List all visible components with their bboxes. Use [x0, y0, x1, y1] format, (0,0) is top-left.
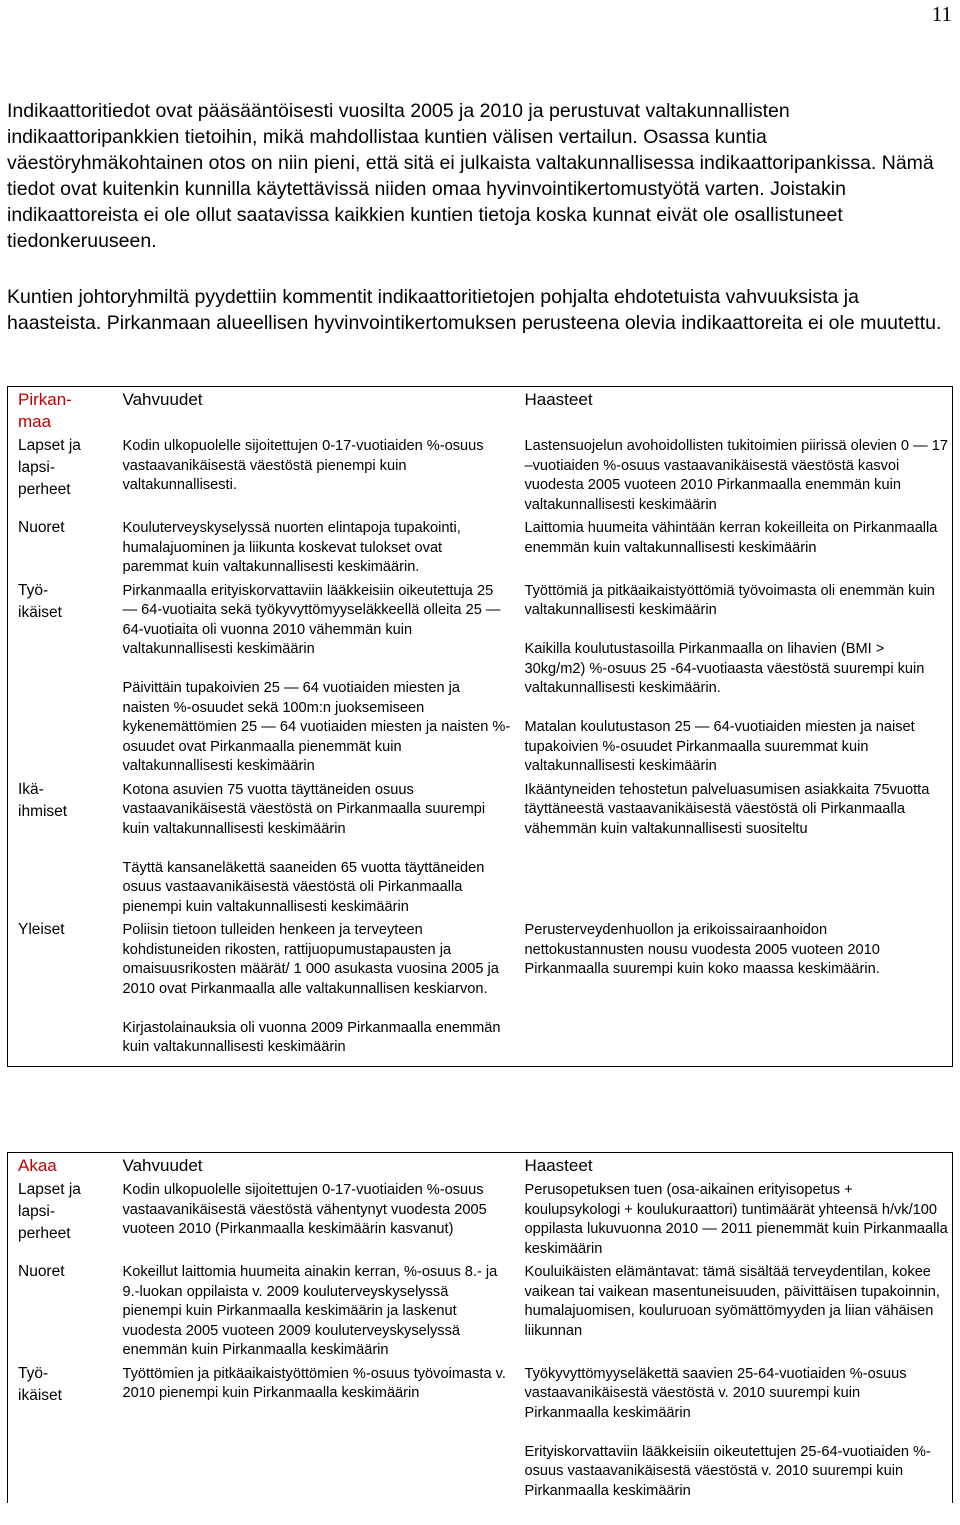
strength-text: Poliisin tietoon tulleiden henkeen ja terveyteen kohdistuneiden rikosten, rattijuopumustapausten ja omaisuusrikosten määrät/ 1 000 asukasta vuosina 2005 ja 2010 ovat Pirkanmaalla alle valtakunnallisen keskiarvon. — [122, 922, 499, 997]
challenges-cell — [515, 435, 953, 517]
strength-text: Kodin ulkopuolelle sijoitettujen 0-17-vuotiaiden %-osuus vastaavanikäisestä väestöstä pienempi kuin valtakunnallisesti. — [122, 438, 484, 493]
population-group: Lapset ja lapsi- perheet — [8, 435, 113, 517]
strength-text: Kokeillut laittomia huumeita ainakin kerran, %-osuus 8.- ja 9.-luokan oppilaista v. 2009 kouluterveyskyselyssä pienempi kuin Pirkanmaalla keskimäärin ja laskenut vuodesta 2005 vuoteen 2009 kouluterveyskyselyssä enemmän kuin Pirkanmaalla keskimäärin — [122, 1264, 498, 1358]
table-row — [8, 580, 953, 779]
challenges-cell — [515, 779, 953, 920]
region-name: Pirkan- maa — [8, 387, 113, 436]
strength-text: Kirjastolainauksia oli vuonna 2009 Pirkanmaalla enemmän kuin valtakunnallisesti keskimäärin — [122, 1019, 501, 1055]
population-group: Työ- ikäiset — [8, 580, 113, 779]
challenges-cell — [515, 1179, 953, 1261]
table-row — [8, 1363, 953, 1504]
table-header-row — [8, 1153, 953, 1180]
strengths-cell — [113, 517, 515, 580]
strengths-header: Vahvuudet — [122, 1156, 203, 1175]
table-row — [8, 779, 953, 920]
strengths-cell — [113, 779, 515, 920]
challenge-text: Työkyvyttömyyseläkettä saavien 25-64-vuotiaiden %-osuus vastaavanikäisestä väestöstä v. 2010 suurempi kuin Pirkanmaalla keskimäärin — [524, 1365, 907, 1421]
table-row — [8, 919, 953, 1066]
strength-text: Kouluterveyskyselyssä nuorten elintapoja tupakointi, humalajuominen ja liikunta koskevat tulokset ovat paremmat kuin valtakunnallisesti keskimäärin. — [122, 520, 461, 575]
region-name: Akaa — [8, 1153, 113, 1180]
challenges-header: Haasteet — [515, 1153, 953, 1180]
table-row — [8, 1179, 953, 1261]
page-number: 11 — [931, 2, 952, 26]
challenges-cell — [515, 517, 953, 580]
strengths-cell — [113, 580, 515, 779]
challenges-cell — [515, 919, 953, 1066]
intro-text: Kuntien johtoryhmiltä pyydettiin kommentit indikaattoritietojen pohjalta ehdotetuista vahvuuksista ja haasteista. Pirkanmaan alueellisen hyvinvointikertomuksen perusteena olevia indikaattoreita ei ole muutettu. — [7, 286, 942, 334]
strengths-cell — [113, 435, 515, 517]
challenge-text: Erityiskorvattaviin lääkkeisiin oikeutettujen 25-64-vuotiaiden %-osuus vastaavanikäisestä väestöstä v. 2010 suurempi kuin Pirkanmaalla keskimäärin — [524, 1443, 931, 1499]
challenges-cell — [515, 1261, 953, 1363]
population-group: Työ- ikäiset — [8, 1363, 113, 1504]
intro-text: Indikaattoritiedot ovat pääsääntöisesti vuosilta 2005 ja 2010 ja perustuvat valtakunnallisten indikaattoripankkien tietoihin, mikä mahdollistaa kuntien välisen vertailun. Osassa kuntia väestöryhmäkohtainen otos on niin pieni, että sitä ei julkaista valtakunnallisessa indikaattoripankissa. Nämä tiedot ovat kuitenkin kunnilla käytettävissä niiden omaa hyvinvointikertomustyötä varten. Joistakin indikaattoreista ei ole ollut saatavissa kaikkien kuntien tietoja koska kunnat eivät ole osallistuneet tiedonkeruuseen. — [7, 100, 934, 252]
indicator-table-akaa — [7, 1152, 953, 1503]
strengths-cell — [113, 1363, 515, 1504]
challenge-text: Matalan koulutustason 25 — 64-vuotiaiden miesten ja naiset tupakoivien %-osuudet Pirkanmaalla suuremmat kuin valtakunnallisesti keskimäärin — [524, 719, 915, 774]
challenges-header: Haasteet — [515, 387, 953, 436]
challenges-cell — [515, 1363, 953, 1504]
challenge-text: Työttömiä ja pitkäaikaistyöttömiä työvoimasta oli enemmän kuin valtakunnallisesti keskimäärin — [524, 582, 935, 618]
table-row — [8, 517, 953, 580]
population-group: Yleiset — [8, 919, 113, 1066]
table-row — [8, 1261, 953, 1363]
population-group: Lapset ja lapsi- perheet — [8, 1179, 113, 1261]
challenge-text: Perusterveydenhuollon ja erikoissairaanhoidon nettokustannusten nousu vuodesta 2005 vuoteen 2010 Pirkanmaalla suurempi kuin koko maassa keskimäärin. — [524, 922, 880, 977]
population-group: Nuoret — [8, 517, 113, 580]
population-group: Ikä- ihmiset — [8, 779, 113, 920]
table-header-row — [8, 387, 953, 436]
strength-text: Työttömien ja pitkäaikaistyöttömien %-osuus työvoimasta v. 2010 pienempi kuin Pirkanmaalla keskimäärin — [122, 1365, 506, 1401]
strength-text: Päivittäin tupakoivien 25 — 64 vuotiaiden miesten ja naisten %-osuudet sekä 100m:n juoksemiseen kykenemättömien 25 — 64 vuotiaiden miesten ja naisten %-osuudet ovat Pirkanmaalla pienemmät kuin valtakunnallisesti keskimäärin — [122, 680, 511, 774]
strengths-cell — [113, 919, 515, 1066]
intro-paragraph-2 — [7, 284, 952, 336]
strength-text: Täyttä kansaneläkettä saaneiden 65 vuotta täyttäneiden osuus vastaavanikäisestä väestöstä oli Pirkanmaalla pienempi kuin valtakunnallisesti keskimäärin — [122, 859, 485, 915]
challenge-text: Kouluikäisten elämäntavat: tämä sisältää terveydentilan, kokee vaikean tai vaikean masentuneisuuden, päivittäisen tupakoinnin, humalajuomisen, kouluruoan syömättömyyden ja liian vähäisen liikunnan — [524, 1264, 940, 1339]
challenges-cell — [515, 580, 953, 779]
table-row — [8, 435, 953, 517]
population-group: Nuoret — [8, 1261, 113, 1363]
challenge-text: Lastensuojelun avohoidollisten tukitoimien piirissä olevien 0 — 17 –vuotiaiden %-osuus vastaavanikäisestä väestöstä kasvoi vuodesta 2005 vuoteen 2010 Pirkanmaalla enemmän kuin valtakunnallisesti keskimäärin — [524, 438, 948, 513]
challenge-text: Perusopetuksen tuen (osa-aikainen erityisopetus + koulupsykologi + koulukuraattori) tuntimäärät yhteensä h/vk/100 oppilasta lukuvuonna 2010 — 2011 pienemmät kuin Pirkanmaalla keskimäärin — [524, 1182, 948, 1257]
strength-text: Pirkanmaalla erityiskorvattaviin lääkkeisiin oikeutettuja 25 — 64-vuotiaita sekä työkyvyttömyyseläkkeellä olleita 25 — 64-vuotiaita oli vuonna 2010 vähemmän kuin valtakunnallisesti keskimäärin — [122, 582, 501, 657]
strengths-cell — [113, 1179, 515, 1261]
strengths-header: Vahvuudet — [122, 390, 203, 409]
strength-text: Kodin ulkopuolelle sijoitettujen 0-17-vuotiaiden %-osuus vastaavanikäisestä väestöstä vähentynyt vuodesta 2005 vuoteen 2010 (Pirkanmaalla keskimäärin kasvanut) — [122, 1182, 487, 1237]
challenge-text: Ikääntyneiden tehostetun palveluasumisen asiakkaita 75vuotta täyttäneestä vastaavanikäisestä väestöstä oli Pirkanmaalla vähemmän kuin valtakunnallisesti suositeltu — [524, 781, 930, 837]
indicator-table-pirkanmaa — [7, 386, 953, 1067]
challenge-text: Kaikilla koulutustasoilla Pirkanmaalla on lihavien (BMI > 30kg/m2) %-osuus 25 -64-vuotiaasta väestöstä suurempi kuin valtakunnallisesti keskimäärin. — [524, 641, 925, 696]
strength-text: Kotona asuvien 75 vuotta täyttäneiden osuus vastaavanikäisestä väestöstä on Pirkanmaalla suurempi kuin valtakunnallisesti keskimäärin — [122, 781, 486, 837]
intro-paragraph-1 — [7, 98, 952, 254]
strengths-cell — [113, 1261, 515, 1363]
challenge-text: Laittomia huumeita vähintään kerran kokeilleita on Pirkanmaalla enemmän kuin valtakunnallisesti keskimäärin — [524, 520, 938, 556]
